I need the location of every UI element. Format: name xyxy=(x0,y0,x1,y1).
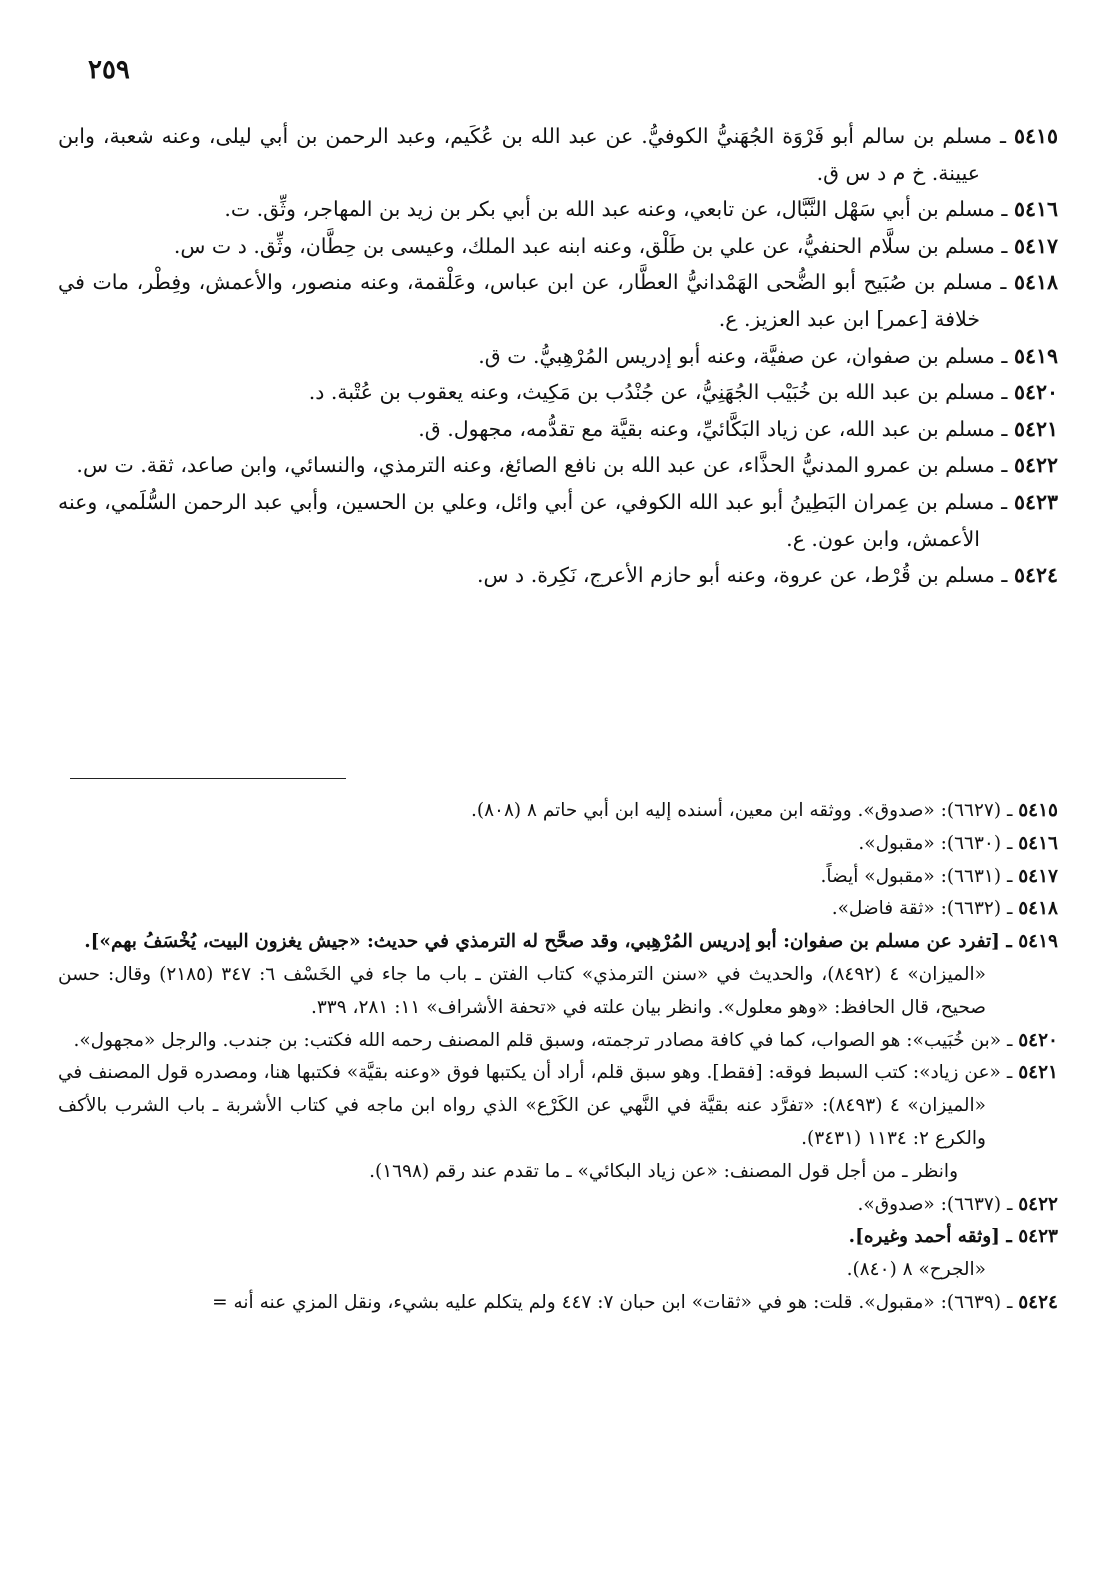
footnote-text: [وثقه أحمد وغيره]. xyxy=(848,1226,1000,1248)
footnote-text: (٦٦٣٩): «مقبول». قلت: هو في «ثقات» ابن حبان ٧: ٤٤٧ ولم يتكلم عليه بشيء، ونقل المزي عنه أنه = xyxy=(212,1291,1002,1313)
footnote-number: ٥٤٢٢ xyxy=(1018,1193,1058,1215)
entry-item xyxy=(58,484,1058,557)
footnote-dash: ـ xyxy=(1006,800,1013,821)
footnote-item xyxy=(58,893,1058,926)
footnote-dash: ـ xyxy=(1006,1062,1013,1084)
footnote-item xyxy=(58,861,1058,894)
entry-item xyxy=(58,191,1058,228)
entry-text: مسلم بن صفوان، عن صفيَّة، وعنه أبو إدريس المُرْهِبيُّ. ت ق. xyxy=(478,343,995,368)
footnote-separator xyxy=(70,778,346,779)
footnote-number: ٥٤٢٣ xyxy=(1018,1226,1058,1248)
entry-item xyxy=(58,118,1058,191)
entry-text: مسلم بن سالم أبو فَرْوَة الجُهَنيُّ الكوفيُّ. عن عبد الله بن عُكَيم، وعبد الرحمن بن أبي ليلى، وعنه شعبة، وابن عيينة. خ م د س ق. xyxy=(58,124,993,185)
footnote-text: [تفرد عن مسلم بن صفوان: أبو إدريس المُرْهِبي، وقد صحَّح له الترمذي في حديث: «جيش يغزون البيت، يُخْسَفُ بهم»]. xyxy=(84,931,1000,953)
footnote-dash: ـ xyxy=(1006,1226,1012,1248)
footnote-dash: ـ xyxy=(1006,1029,1013,1051)
entry-dash: ـ xyxy=(1001,563,1008,588)
entry-text: مسلم بن صُبَيح أبو الضُّحى الهَمْدانيُّ العطَّار، عن ابن عباس، وعَلْقمة، وعنه منصور، والأعمش، وفِطْر، مات في خلافة [عمر] ابن عبد العزيز. ع. xyxy=(58,270,993,331)
entry-dash: ـ xyxy=(1001,380,1008,405)
entry-number: ٥٤١٨ xyxy=(1013,270,1058,295)
entry-number: ٥٤١٩ xyxy=(1013,343,1058,368)
entry-text: مسلم بن عبد الله بن خُبَيْب الجُهَنِيُّ، عن جُنْدُب بن مَكِيث، وعنه يعقوب بن عُتْبة. د. xyxy=(308,380,995,405)
entry-item xyxy=(58,264,1058,337)
footnote-number: ٥٤١٦ xyxy=(1018,832,1058,854)
footnote-item xyxy=(58,828,1058,861)
entry-item xyxy=(58,338,1058,375)
footnote-number: ٥٤١٥ xyxy=(1018,800,1058,821)
entry-number: ٥٤١٦ xyxy=(1013,197,1058,222)
footnote-text: (٦٦٣٧): «صدوق». xyxy=(857,1193,1002,1215)
entry-item xyxy=(58,557,1058,594)
footnote-text: «بن خُبَيب»: هو الصواب، كما في كافة مصادر ترجمته، وسبق قلم المصنف رحمه الله فكتب: بن جندب. والرجل «مجهول». xyxy=(73,1029,1002,1051)
entry-dash: ـ xyxy=(1001,416,1008,441)
footnote-item xyxy=(58,795,1058,828)
footnote-text: «عن زياد»: كتب السبط فوقه: [فقط]. وهو سبق قلم، أراد أن يكتبها فوق «وعنه بقيَّة» فكتبها هنا، ومصدره قول المصنف في «الميزان» ٤ (٨٤٩٣): «تفرَّد عنه بقيَّة في النَّهي عن الكَرْع» الذي رواه ابن ماجه في كتاب الأشربة ـ باب الشرب بالأكف والكرع ٢: ١١٣٤ (٣٤٣١). xyxy=(58,1062,1001,1149)
footnote-number: ٥٤١٩ xyxy=(1018,931,1058,953)
footnote-item xyxy=(58,1221,1058,1254)
footnote-number: ٥٤١٧ xyxy=(1018,865,1058,887)
footnote-dash: ـ xyxy=(1006,865,1013,887)
entry-dash: ـ xyxy=(1000,270,1007,295)
footnotes xyxy=(58,795,1058,1320)
entry-number: ٥٤٢٤ xyxy=(1013,563,1058,588)
entry-number: ٥٤٢١ xyxy=(1013,416,1058,441)
entry-dash: ـ xyxy=(1001,489,1008,514)
entry-text: مسلم بن سلَّام الحنفيُّ، عن علي بن طَلْق، وعنه ابنه عبد الملك، وعيسى بن حِطَّان، وثِّق. د ت س. xyxy=(173,233,995,258)
footnote-dash: ـ xyxy=(1006,898,1013,920)
footnote-dash: ـ xyxy=(1006,1291,1013,1313)
footnote-dash: ـ xyxy=(1006,1193,1013,1215)
entry-number: ٥٤٢٢ xyxy=(1013,453,1058,478)
entry-text: مسلم بن عمرو المدنيُّ الحذَّاء، عن عبد الله بن نافع الصائغ، وعنه الترمذي، والنسائي، وابن صاعد، ثقة. ت س. xyxy=(76,453,995,478)
footnote-text: (٦٦٣٠): «مقبول». xyxy=(858,832,1002,854)
footnote-item xyxy=(58,926,1058,959)
footnote-number: ٥٤٢٠ xyxy=(1018,1029,1058,1051)
entry-item xyxy=(58,374,1058,411)
entry-text: مسلم بن قُرْط، عن عروة، وعنه أبو حازم الأعرج، نَكِرة. د س. xyxy=(477,563,995,588)
footnote-item xyxy=(58,1287,1058,1320)
entry-dash: ـ xyxy=(1001,197,1008,222)
entry-number: ٥٤١٥ xyxy=(1013,124,1058,148)
entry-item xyxy=(58,447,1058,484)
entry-item xyxy=(58,228,1058,265)
entry-item xyxy=(58,411,1058,448)
entry-text: مسلم بن عِمران البَطِينُ أبو عبد الله الكوفي، عن أبي وائل، وعلي بن الحسين، وأبي عبد الرحمن السُّلَمي، وعنه الأعمش، وابن عون. ع. xyxy=(58,489,995,551)
footnote-source: «الميزان» ٤ (٨٤٩٢)، والحديث في «سنن الترمذي» كتاب الفتن ـ باب ما جاء في الخَسْف ٦: ٣٤٧ (٢١٨٥) وقال: حسن صحيح، قال الحافظ: «وهو معلول». وانظر بيان علته في «تحفة الأشراف» ١١: ٢٨١، ٣٣٩. xyxy=(58,963,986,1018)
footnote-text: (٦٦٢٧): «صدوق». ووثقه ابن معين، أسنده إليه ابن أبي حاتم ٨ (٨٠٨). xyxy=(470,800,1002,821)
entry-dash: ـ xyxy=(1001,343,1008,368)
entry-dash: ـ xyxy=(1001,233,1008,258)
entry-number: ٥٤١٧ xyxy=(1013,233,1058,258)
footnote-number: ٥٤٢٤ xyxy=(1018,1291,1058,1313)
footnote-item xyxy=(58,1025,1058,1058)
footnote-text: (٦٦٣٢): «ثقة فاضل». xyxy=(831,898,1002,920)
biography-entries xyxy=(58,118,1058,594)
footnote-continuation: وانظر ـ من أجل قول المصنف: «عن زياد البكائي» ـ ما تقدم عند رقم (١٦٩٨). xyxy=(369,1160,958,1182)
footnote-source: «الجرح» ٨ (٨٤٠). xyxy=(846,1259,986,1281)
footnote-dash: ـ xyxy=(1006,931,1012,953)
footnote-text: (٦٦٣١): «مقبول» أيضاً. xyxy=(820,865,1002,887)
footnote-item xyxy=(58,1057,1058,1155)
footnote-number: ٥٤٢١ xyxy=(1018,1062,1058,1084)
entry-number: ٥٤٢٠ xyxy=(1013,380,1058,405)
footnote-dash: ـ xyxy=(1006,832,1013,854)
page-number: ٢٥٩ xyxy=(88,55,130,85)
entry-text: مسلم بن عبد الله، عن زياد البَكَّائيِّ، وعنه بقيَّة مع تقدُّمه، مجهول. ق. xyxy=(418,416,995,441)
entry-dash: ـ xyxy=(1000,124,1007,148)
footnote-item xyxy=(58,1189,1058,1222)
footnote-number: ٥٤١٨ xyxy=(1018,898,1058,920)
entry-text: مسلم بن أبي سَهْل النَّبَّال، عن تابعي، وعنه عبد الله بن أبي بكر بن زيد بن المهاجر، وثِّق. ت. xyxy=(224,197,995,222)
entry-dash: ـ xyxy=(1001,453,1008,478)
entry-number: ٥٤٢٣ xyxy=(1013,489,1058,514)
